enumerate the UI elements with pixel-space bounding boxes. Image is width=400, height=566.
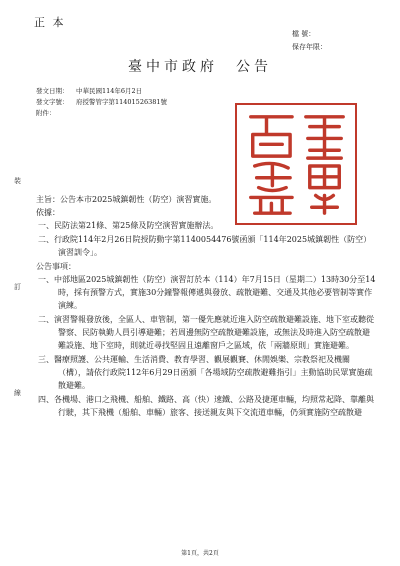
basis-label: 依據： bbox=[36, 208, 60, 217]
document-body bbox=[36, 193, 376, 420]
announcement-item: 四、各機場、港口之飛機、船舶、鐵路、高（快）速鐵、公路及捷運車輛，均照常起降、靠離與行駛，其下飛機（船舶、車輛）旅客、接送親友與下交流道車輛，仍須實施防空疏散避 bbox=[38, 395, 374, 417]
announcement-item: 一、中部地區2025城鎮韌性（防空）演習訂於本（114）年7月15日（星期二）13時30分至14時，採有預警方式，實施30分鐘警報傳遞與發放、疏散避難、交通及其他必要管制等實作演練。 bbox=[38, 275, 376, 310]
basis-item: 二、行政院114年2月26日院授防動字第1140054476號函頒「114年2025城鎮韌性（防空）演習訓令」。 bbox=[38, 235, 372, 257]
retention-period-label: 保存年限： bbox=[292, 43, 327, 51]
attachment-label: 附件： bbox=[36, 109, 56, 117]
doc-number-value: 府授警管字第11401526381號 bbox=[76, 98, 167, 106]
archive-number-label: 檔 號： bbox=[292, 30, 316, 38]
date-label: 發文日期： bbox=[36, 87, 69, 95]
margin-mark-fold: 裝 bbox=[14, 177, 21, 185]
margin-mark-line: 線 bbox=[14, 389, 21, 397]
page-number: 第1頁，共2頁 bbox=[181, 550, 219, 557]
subject-line bbox=[36, 193, 376, 206]
margin-mark-staple: 訂 bbox=[14, 283, 21, 291]
doc-number-label: 發文字號： bbox=[36, 98, 69, 106]
items-label: 公告事項： bbox=[36, 262, 76, 271]
announcement-item: 三、醫療照護、公共運輸、生活消費、教育學習、觀展觀賽、休閒娛樂、宗教祭祀及機關（構），請依行政院112年6月29日函頒「各場域防空疏散避難指引」主動協助民眾實施疏散避難。 bbox=[38, 355, 373, 390]
date-value: 中華民國114年6月2日 bbox=[76, 87, 143, 95]
announcement-item: 二、演習警報發放後，全區人、車管制，第一優先應就近進入防空疏散避難設施、地下室或聽從警察、民防執勤人員引導避難；若周邊無防空疏散避難設施，或無法及時進入防空疏散避難設施、地下室時，則就近尋找堅固且遠離窗戶之區域，依「兩牆原則」實施避難。 bbox=[38, 315, 374, 350]
archive-info bbox=[292, 28, 327, 54]
copy-label: 正 本 bbox=[34, 16, 66, 29]
document-meta bbox=[36, 86, 167, 119]
subject-text: 公告本市2025城鎮韌性（防空）演習實施。 bbox=[60, 195, 217, 204]
subject-label: 主旨： bbox=[36, 195, 60, 204]
page-title: 臺中市政府 公告 bbox=[128, 59, 272, 75]
basis-item: 一、民防法第21條、第25條及防空演習實施辦法。 bbox=[38, 221, 219, 230]
